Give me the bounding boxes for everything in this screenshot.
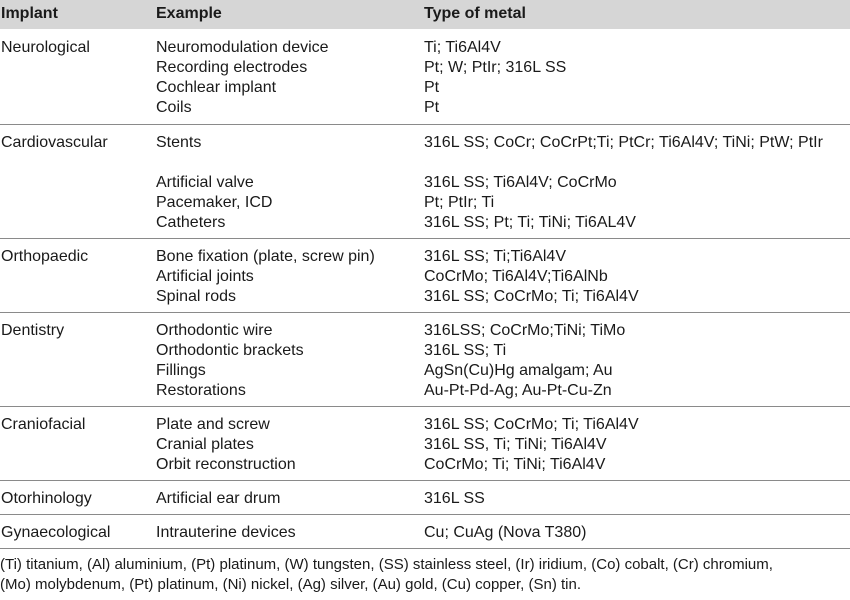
table-row [0, 490, 850, 510]
table-row [0, 248, 850, 268]
category-label: Gynaecological [1, 524, 111, 541]
footnote-line: (Ti) titanium, (Al) aluminium, (Pt) platinum, (W) tungsten, (SS) stainless steel, (Ir) iridium, (Co) cobalt, (Cr) chromium, [0, 556, 773, 573]
category-label: Neurological [1, 39, 90, 56]
row-divider [0, 406, 850, 407]
example-cell: Intrauterine devices [156, 524, 296, 541]
category-label: Dentistry [1, 322, 65, 339]
table-row [0, 456, 850, 476]
category-label: Otorhinology [1, 490, 92, 507]
example-cell: Fillings [156, 362, 206, 379]
metal-cell: 316L SS, Ti; TiNi; Ti6Al4V [424, 436, 607, 453]
table-row [0, 59, 850, 79]
footnote-line: (Mo) molybdenum, (Pt) platinum, (Ni) nickel, (Ag) silver, (Au) gold, (Cu) copper, (Sn) tin. [0, 576, 582, 593]
row-divider [0, 312, 850, 313]
example-cell: Recording electrodes [156, 59, 308, 76]
example-cell: Bone fixation (plate, screw pin) [156, 248, 375, 265]
table-row [0, 416, 850, 436]
example-cell: Orthodontic wire [156, 322, 273, 339]
table-row [0, 524, 850, 544]
example-cell: Neuromodulation device [156, 39, 329, 56]
table-row [0, 79, 850, 99]
example-cell: Orthodontic brackets [156, 342, 304, 359]
table-row [0, 268, 850, 288]
metal-cell: Ti; Ti6Al4V [424, 39, 501, 56]
example-cell: Stents [156, 134, 202, 151]
example-cell: Orbit reconstruction [156, 456, 296, 473]
example-cell: Pacemaker, ICD [156, 194, 273, 211]
header-metal: Type of metal [424, 5, 526, 22]
table-row [0, 382, 850, 402]
table-footnote [0, 548, 850, 595]
table-row [0, 174, 850, 194]
category-label: Orthopaedic [1, 248, 89, 265]
example-cell: Plate and screw [156, 416, 270, 433]
metal-cell: Pt; PtIr; Ti [424, 194, 495, 211]
metal-cell: Pt; W; PtIr; 316L SS [424, 59, 567, 76]
category-label: Craniofacial [1, 416, 86, 433]
table-row [0, 214, 850, 234]
row-divider [0, 480, 850, 481]
metal-cell: 316L SS; Ti [424, 342, 507, 359]
metal-cell: 316L SS; CoCrMo; Ti; Ti6Al4V [424, 288, 639, 305]
table-row [0, 99, 850, 119]
table-row [0, 39, 850, 59]
metal-cell: Pt [424, 99, 440, 116]
example-cell: Artificial valve [156, 174, 254, 191]
table-row [0, 342, 850, 362]
metal-cell: 316L SS; Ti;Ti6Al4V [424, 248, 566, 265]
header-example: Example [156, 5, 222, 22]
example-cell: Artificial joints [156, 268, 254, 285]
table-row [0, 288, 850, 308]
example-cell: Spinal rods [156, 288, 237, 305]
table-row [0, 134, 850, 154]
metal-cell: Cu; CuAg (Nova T380) [424, 524, 587, 541]
example-cell: Coils [156, 99, 192, 116]
metal-cell: 316L SS; Ti6Al4V; CoCrMo [424, 174, 617, 191]
table-row [0, 362, 850, 382]
table-row [0, 322, 850, 342]
metal-cell: 316LSS; CoCrMo;TiNi; TiMo [424, 322, 626, 339]
table-header [0, 0, 850, 29]
table-row [0, 436, 850, 456]
example-cell: Artificial ear drum [156, 490, 281, 507]
metal-cell: Pt [424, 79, 440, 96]
metal-cell: CoCrMo; Ti6Al4V;Ti6AlNb [424, 268, 608, 285]
metal-cell: CoCrMo; Ti; TiNi; Ti6Al4V [424, 456, 606, 473]
example-cell: Cochlear implant [156, 79, 277, 96]
example-cell: Cranial plates [156, 436, 254, 453]
metal-cell: 316L SS; Pt; Ti; TiNi; Ti6AL4V [424, 214, 636, 231]
metal-cell: 316L SS; CoCr; CoCrPt;Ti; PtCr; Ti6Al4V; TiNi; PtW; PtIr [424, 134, 823, 151]
row-divider [0, 124, 850, 125]
example-cell: Catheters [156, 214, 226, 231]
row-divider [0, 514, 850, 515]
metal-cell: Au-Pt-Pd-Ag; Au-Pt-Cu-Zn [424, 382, 612, 399]
table-row [0, 194, 850, 214]
row-divider [0, 238, 850, 239]
metal-cell: 316L SS; CoCrMo; Ti; Ti6Al4V [424, 416, 639, 433]
category-label: Cardiovascular [1, 134, 108, 151]
metal-cell: 316L SS [424, 490, 485, 507]
metal-cell: AgSn(Cu)Hg amalgam; Au [424, 362, 613, 379]
example-cell: Restorations [156, 382, 246, 399]
header-implant: Implant [1, 5, 58, 22]
